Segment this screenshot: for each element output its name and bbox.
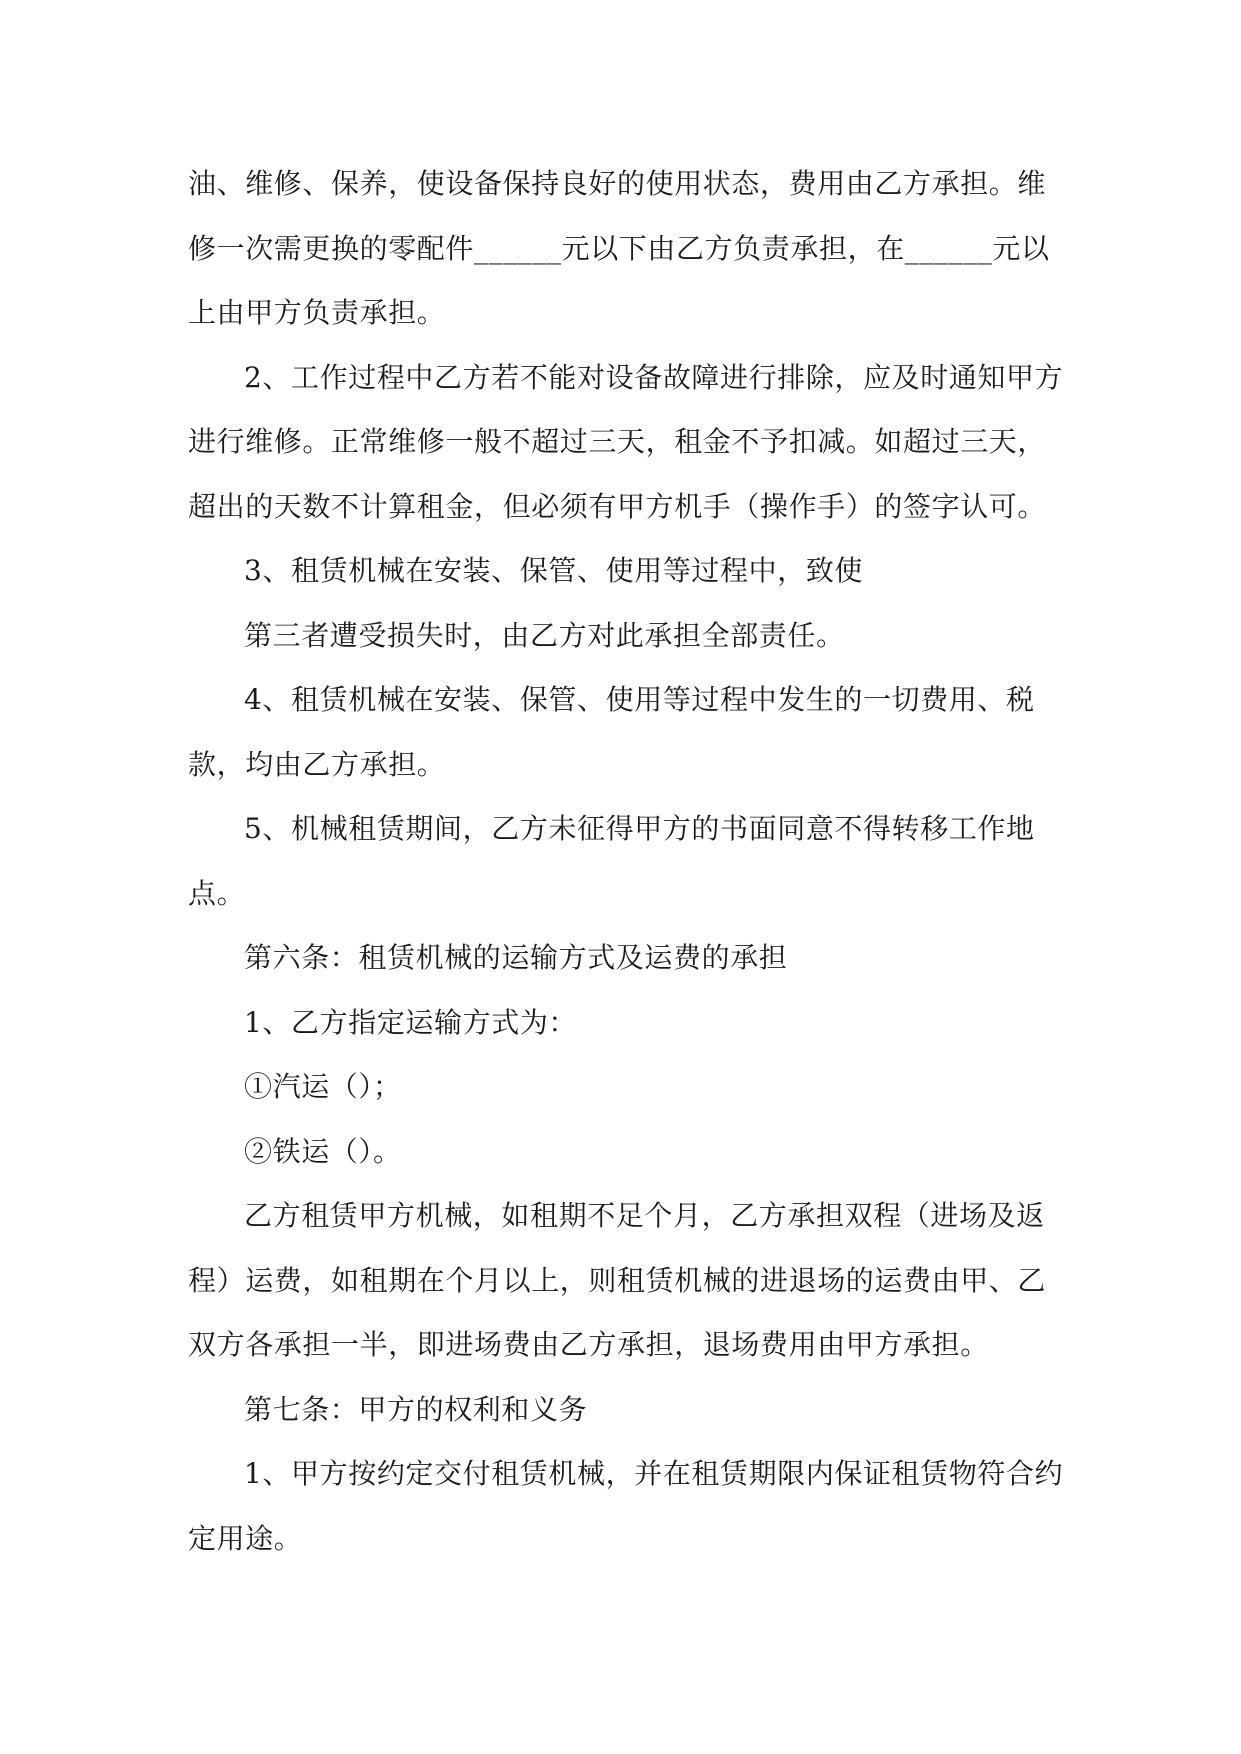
document-body xyxy=(188,152,1068,1571)
paragraph-clause-3-continued: 第三者遭受损失时，由乙方对此承担全部责任。 xyxy=(244,618,845,652)
article-6-heading: 第六条：租赁机械的运输方式及运费的承担 xyxy=(244,941,788,974)
paragraph-maintenance-cost: 油、维修、保养，使设备保持良好的使用状态，费用由乙方承担。维修一次需更换的零配件______元以下由乙方负责承担，在______元以上由甲方负责承担。 xyxy=(188,167,1050,329)
paragraph-clause-5: 5、机械租赁期间，乙方未征得甲方的书面同意不得转移工作地点。 xyxy=(188,812,1035,910)
paragraph-clause-2: 2、工作过程中乙方若不能对设备故障进行排除，应及时通知甲方进行维修。正常维修一般不超过三天，租金不予扣减。如超过三天，超出的天数不计算租金，但必须有甲方机手（操作手）的签字认可。 xyxy=(188,360,1064,523)
paragraph-clause-3: 3、租赁机械在安装、保管、使用等过程中，致使 xyxy=(244,554,864,587)
article-7-heading: 第七条：甲方的权利和义务 xyxy=(244,1392,588,1426)
option-road-transport: ①汽运（）； xyxy=(244,1070,402,1103)
option-rail-transport: ②铁运（）。 xyxy=(244,1134,402,1168)
paragraph-transport-method: 1、乙方指定运输方式为： xyxy=(244,1005,578,1039)
paragraph-clause-4: 4、租赁机械在安装、保管、使用等过程中发生的一切费用、税款，均由乙方承担。 xyxy=(188,683,1035,781)
paragraph-freight-cost: 乙方租赁甲方机械，如租期不足个月，乙方承担双程（进场及返程）运费，如租期在个月以上，则租赁机械的进退场的运费由甲、乙双方各承担一半，即进场费由乙方承担，退场费用由甲方承担。 xyxy=(188,1199,1047,1361)
paragraph-party-a-duty-1: 1、甲方按约定交付租赁机械，并在租赁期限内保证租赁物符合约定用途。 xyxy=(188,1457,1064,1555)
